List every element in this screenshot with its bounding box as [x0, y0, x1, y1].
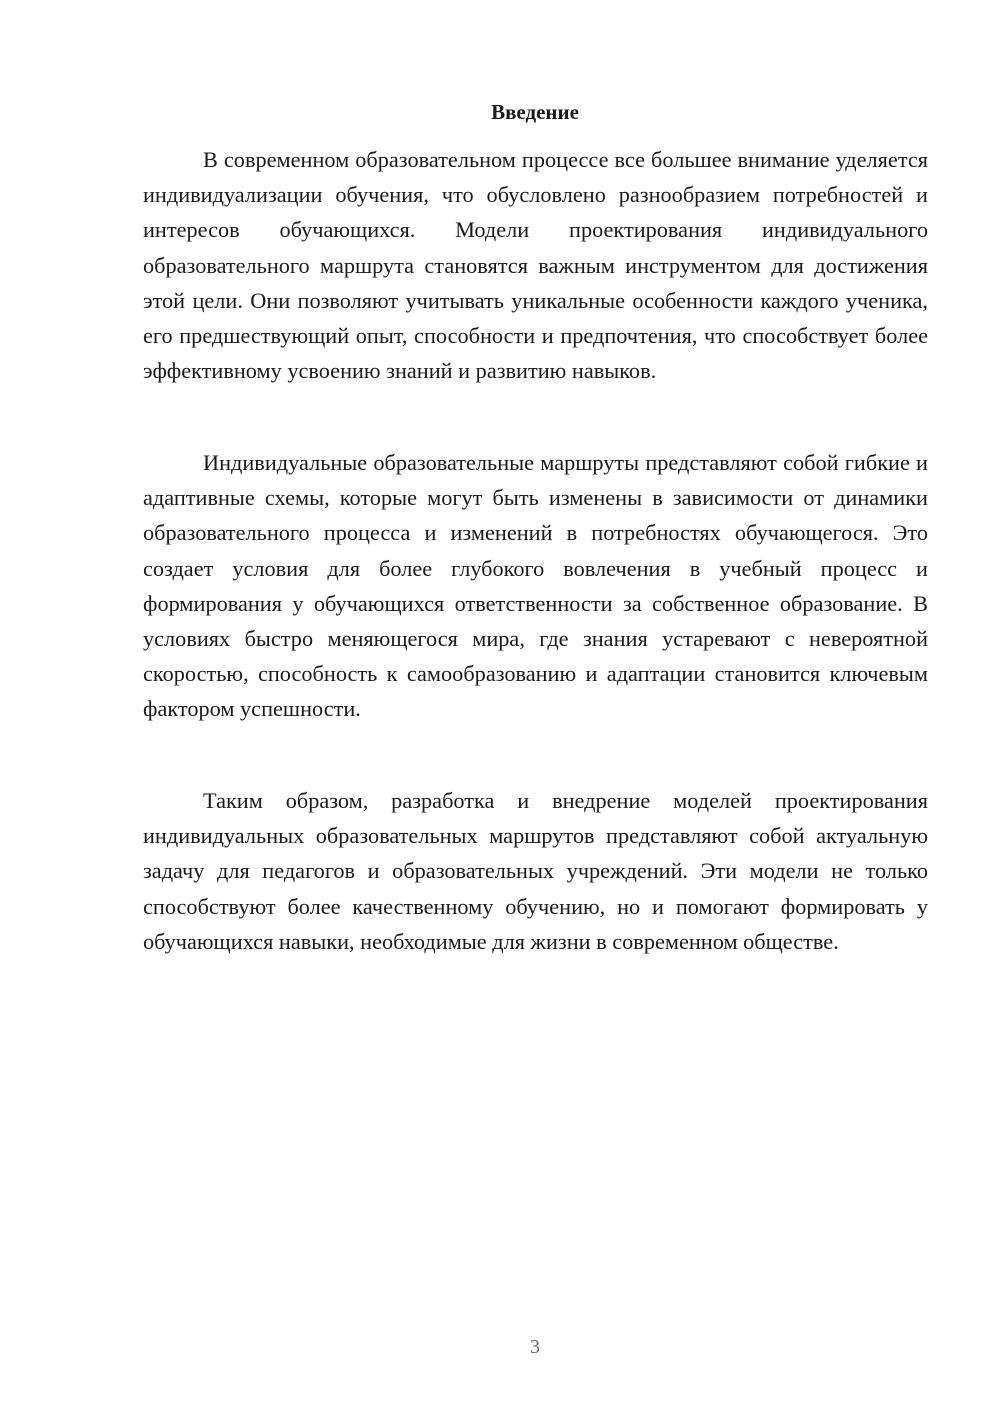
- paragraph-2: Индивидуальные образовательные маршруты представляют собой гибкие и адаптивные схемы, которые могут быть изменены в зависимости от динамики образовательного процесса и изменений в потребностях обучающегося. Это создает условия для более глубокого вовлечения в учебный процесс и формирования у обучающихся ответственности за собственное образование. В условиях быстро меняющегося мира, где знания устаревают с невероятной скоростью, способность к самообразованию и адаптации становится ключевым фактором успешности.: [143, 450, 928, 722]
- section-heading: Введение: [491, 100, 579, 124]
- paragraph-1: В современном образовательном процессе все большее внимание уделяется индивидуализации обучения, что обусловлено разнообразием потребностей и интересов обучающихся. Модели проектирования индивидуального образовательного маршрута становятся важным инструментом для достижения этой цели. Они позволяют учитывать уникальные особенности каждого ученика, его предшествующий опыт, способности и предпочтения, что способствует более эффективному усвоению знаний и развитию навыков.: [143, 147, 928, 384]
- paragraph-3: Таким образом, разработка и внедрение моделей проектирования индивидуальных образовательных маршрутов представляют собой актуальную задачу для педагогов и образовательных учреждений. Эти модели не только способствуют более качественному обучению, но и помогают формировать у обучающихся навыки, необходимые для жизни в современном обществе.: [143, 788, 928, 954]
- page-number: 3: [530, 1336, 540, 1358]
